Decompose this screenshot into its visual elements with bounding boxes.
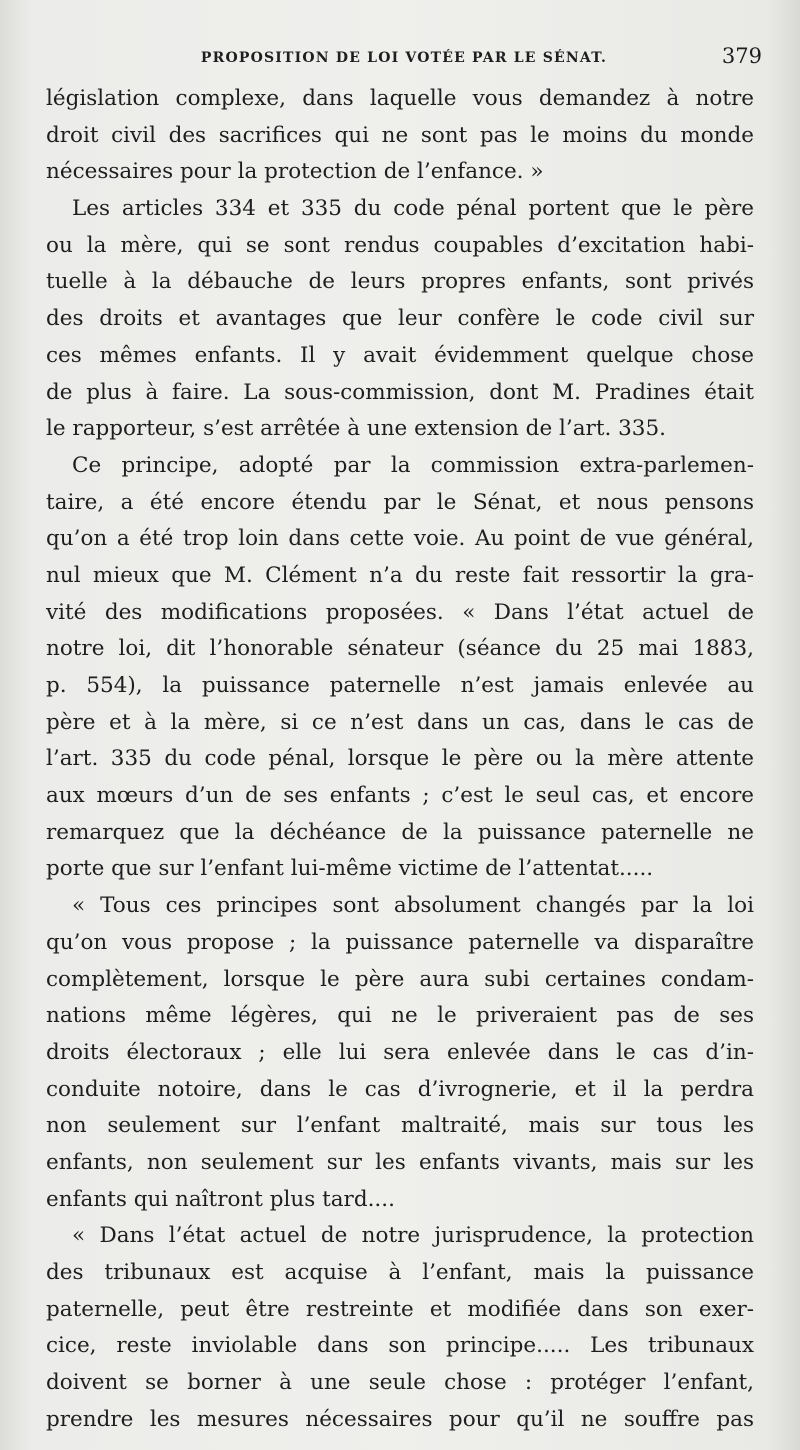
text-line: droit civil des sacrifices qui ne sont pas le moins du monde [46, 122, 754, 148]
page-number: 379 [721, 44, 762, 68]
text-line: prendre les mesures nécessaires pour qu’il ne souffre pas [46, 1406, 754, 1432]
text-line: nations même légères, qui ne le priveraient pas de ses [46, 1003, 754, 1029]
text-line: qu’on a été trop loin dans cette voie. Au point de vue général, [46, 526, 754, 552]
text-line: Les articles 334 et 335 du code pénal portent que le père [72, 196, 754, 222]
text-line: paternelle, peut être restreinte et modifiée dans son exer- [46, 1296, 754, 1322]
text-line: p. 554), la puissance paternelle n’est jamais enlevée au [46, 673, 754, 698]
text-line: conduite notoire, dans le cas d’ivrognerie, et il la perdra [46, 1076, 754, 1102]
text-line: enfants qui naîtront plus tard.... [46, 1186, 395, 1212]
text-line: porte que sur l’enfant lui-même victime de l’attentat..... [46, 856, 654, 882]
text-line: cice, reste inviolable dans son principe..... Les tribunaux [46, 1333, 754, 1359]
text-line: remarquez que la déchéance de la puissance paternelle ne [46, 819, 754, 845]
text-line: non seulement sur l’enfant maltraité, mais sur tous les [46, 1113, 754, 1139]
text-line: tuelle à la débauche de leurs propres enfants, sont privés [46, 269, 754, 295]
text-line: ces mêmes enfants. Il y avait évidemment quelque chose [46, 342, 754, 368]
text-line: de plus à faire. La sous-commission, dont M. Pradines était [46, 379, 754, 405]
text-line: l’art. 335 du code pénal, lorsque le père ou la mère attente [46, 746, 754, 772]
text-line: taire, a été encore étendu par le Sénat, et nous pensons [46, 489, 754, 515]
running-title: PROPOSITION DE LOI VOTÉE PAR LE SÉNAT. [200, 50, 608, 66]
text-line: aux mœurs d’un de ses enfants ; c’est le seul cas, et encore [46, 783, 754, 809]
text-line: législation complexe, dans laquelle vous demandez à notre [46, 86, 754, 111]
text-line: nécessaires pour la protection de l’enfance. » [46, 159, 544, 185]
text-line: « Tous ces principes sont absolument changés par la loi [72, 893, 754, 919]
text-line: le rapporteur, s’est arrêtée à une extension de l’art. 335. [46, 416, 666, 442]
text-line: des tribunaux est acquise à l’enfant, mais la puissance [46, 1260, 754, 1285]
text-line: notre loi, dit l’honorable sénateur (séance du 25 mai 1883, [46, 636, 754, 662]
text-line: complètement, lorsque le père aura subi certaines condam- [46, 966, 754, 992]
text-line: doivent se borner à une seule chose : protéger l’enfant, [46, 1370, 754, 1396]
text-line: des droits et avantages que leur confère le code civil sur [46, 306, 754, 332]
text-line: ou la mère, qui se sont rendus coupables d’excitation habi- [46, 232, 754, 258]
text-line: droits électoraux ; elle lui sera enlevée dans le cas d’in- [46, 1039, 754, 1065]
text-line: nul mieux que M. Clément n’a du reste fait ressortir la gra- [46, 562, 754, 588]
body-text [46, 81, 754, 1438]
text-line: père et à la mère, si ce n’est dans un cas, dans le cas de [46, 709, 754, 735]
text-line: qu’on vous propose ; la puissance paternelle va disparaître [46, 929, 754, 955]
text-line: enfants, non seulement sur les enfants vivants, mais sur les [46, 1149, 754, 1175]
text-line: Ce principe, adopté par la commission extra-parlemen- [72, 452, 754, 478]
running-head [46, 44, 762, 76]
text-line: « Dans l’état actuel de notre jurisprudence, la protection [72, 1223, 754, 1249]
text-line: vité des modifications proposées. « Dans l’état actuel de [46, 599, 754, 625]
